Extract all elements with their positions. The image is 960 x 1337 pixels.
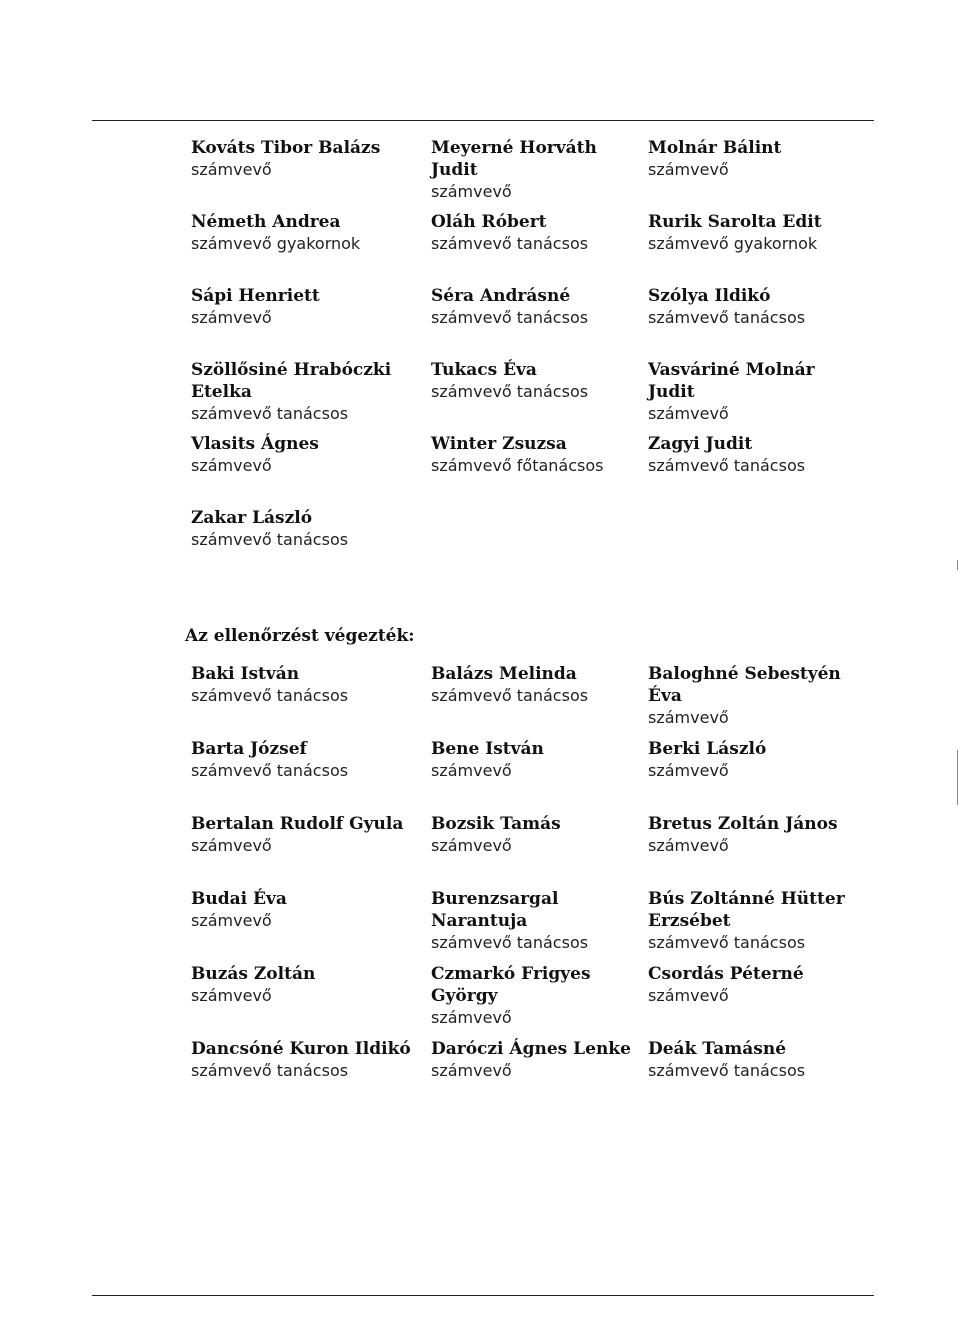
auditor-title: számvevő tanácsos: [431, 686, 589, 705]
auditor-row: [191, 888, 871, 968]
staff-title: számvevő főtanácsos: [431, 456, 604, 475]
auditor-title: számvevő: [648, 761, 729, 780]
staff-title: számvevő tanácsos: [431, 382, 589, 401]
auditor-entry: [431, 663, 661, 707]
staff-entry: [431, 433, 661, 477]
staff-name: Winter Zsuzsa: [431, 434, 567, 454]
staff-title: számvevő tanácsos: [191, 530, 349, 549]
auditor-title: számvevő: [191, 986, 272, 1005]
auditor-name: Dancsóné Kuron Ildikó: [191, 1039, 411, 1059]
staff-entry: [191, 137, 421, 181]
auditor-row: [191, 963, 871, 1043]
auditor-entry: [431, 1038, 661, 1082]
auditor-entry: [648, 663, 878, 729]
staff-row: [191, 137, 871, 217]
auditor-entry: [191, 963, 421, 1007]
auditor-title: számvevő: [431, 1008, 512, 1027]
staff-title: számvevő tanácsos: [648, 308, 806, 327]
auditor-title: számvevő: [431, 761, 512, 780]
auditor-row: [191, 738, 871, 818]
staff-name: Szöllősiné Hrabóczki Etelka: [191, 360, 392, 402]
auditor-entry: [431, 813, 661, 857]
staff-name: Vasváriné Molnár Judit: [648, 360, 815, 402]
staff-entry: [191, 211, 421, 255]
auditor-row: [191, 663, 871, 743]
staff-entry: [431, 285, 661, 329]
auditor-entry: [431, 738, 661, 782]
auditor-title: számvevő tanácsos: [191, 761, 349, 780]
auditor-entry: [191, 738, 421, 782]
auditor-title: számvevő tanácsos: [191, 1061, 349, 1080]
staff-name: Vlasits Ágnes: [191, 434, 319, 454]
staff-title: számvevő tanácsos: [431, 308, 589, 327]
auditor-name: Bene István: [431, 739, 544, 759]
auditor-title: számvevő: [648, 708, 729, 727]
staff-row: [191, 211, 871, 291]
auditor-name: Baki István: [191, 664, 300, 684]
staff-entry: [648, 137, 878, 181]
staff-title: számvevő: [191, 308, 272, 327]
staff-entry: [648, 359, 878, 425]
top-rule: [92, 120, 874, 121]
auditor-title: számvevő: [431, 836, 512, 855]
auditor-entry: [191, 888, 421, 932]
staff-title: számvevő tanácsos: [431, 234, 589, 253]
staff-name: Sápi Henriett: [191, 286, 320, 306]
staff-name: Tukacs Éva: [431, 360, 537, 380]
auditor-entry: [648, 738, 878, 782]
auditor-row: [191, 1038, 871, 1118]
auditor-title: számvevő tanácsos: [191, 686, 349, 705]
auditor-name: Bozsik Tamás: [431, 814, 561, 834]
auditor-entry: [431, 963, 661, 1029]
auditor-title: számvevő: [431, 1061, 512, 1080]
staff-entry: [191, 433, 421, 477]
auditor-name: Berki László: [648, 739, 767, 759]
staff-name: Molnár Bálint: [648, 138, 782, 158]
staff-row: [191, 433, 871, 513]
scan-mark: [957, 560, 958, 570]
staff-name: Rurik Sarolta Edit: [648, 212, 822, 232]
auditor-entry: [431, 888, 661, 954]
staff-entry: [648, 433, 878, 477]
staff-name: Zakar László: [191, 508, 313, 528]
auditor-name: Czmarkó Frigyes György: [431, 964, 591, 1006]
auditor-entry: [191, 663, 421, 707]
staff-name: Szólya Ildikó: [648, 286, 771, 306]
staff-title: számvevő: [648, 160, 729, 179]
auditor-name: Buzás Zoltán: [191, 964, 316, 984]
auditor-title: számvevő: [191, 911, 272, 930]
staff-row: [191, 359, 871, 439]
auditor-name: Balázs Melinda: [431, 664, 577, 684]
staff-entry: [191, 507, 421, 551]
auditor-title: számvevő tanácsos: [648, 1061, 806, 1080]
staff-row: [191, 507, 871, 587]
staff-name: Zagyi Judit: [648, 434, 753, 454]
auditor-title: számvevő: [191, 836, 272, 855]
staff-title: számvevő: [191, 456, 272, 475]
auditor-entry: [648, 963, 878, 1007]
staff-title: számvevő: [648, 404, 729, 423]
staff-entry: [648, 285, 878, 329]
auditor-entry: [191, 813, 421, 857]
auditor-entry: [191, 1038, 421, 1082]
staff-name: Németh Andrea: [191, 212, 341, 232]
auditor-name: Deák Tamásné: [648, 1039, 787, 1059]
section-heading: Az ellenőrzést végezték:: [185, 626, 415, 646]
staff-title: számvevő tanácsos: [648, 456, 806, 475]
staff-entry: [431, 211, 661, 255]
staff-title: számvevő: [191, 160, 272, 179]
auditor-title: számvevő: [648, 986, 729, 1005]
staff-entry: [191, 359, 421, 425]
staff-entry: [648, 211, 878, 255]
staff-name: Séra Andrásné: [431, 286, 571, 306]
auditor-title: számvevő tanácsos: [431, 933, 589, 952]
auditor-title: számvevő tanácsos: [648, 933, 806, 952]
staff-name: Oláh Róbert: [431, 212, 547, 232]
staff-title: számvevő tanácsos: [191, 404, 349, 423]
staff-entry: [191, 285, 421, 329]
auditor-entry: [648, 813, 878, 857]
auditor-name: Bús Zoltánné Hütter Erzsébet: [648, 889, 845, 931]
staff-entry: [431, 359, 661, 403]
auditor-name: Baloghné Sebestyén Éva: [648, 664, 841, 706]
auditor-name: Budai Éva: [191, 889, 287, 909]
auditor-row: [191, 813, 871, 893]
auditor-name: Barta József: [191, 739, 307, 759]
auditor-entry: [648, 888, 878, 954]
bottom-rule: [92, 1295, 874, 1296]
staff-entry: [431, 137, 661, 203]
staff-name: Meyerné Horváth Judit: [431, 138, 597, 180]
auditor-name: Bertalan Rudolf Gyula: [191, 814, 404, 834]
auditor-name: Bretus Zoltán János: [648, 814, 838, 834]
staff-title: számvevő gyakornok: [191, 234, 361, 253]
auditor-name: Daróczi Ágnes Lenke: [431, 1039, 631, 1059]
staff-name: Kováts Tibor Balázs: [191, 138, 381, 158]
auditor-entry: [648, 1038, 878, 1082]
staff-title: számvevő: [431, 182, 512, 201]
auditor-name: Burenzsargal Narantuja: [431, 889, 559, 931]
staff-title: számvevő gyakornok: [648, 234, 818, 253]
auditor-name: Csordás Péterné: [648, 964, 804, 984]
auditor-title: számvevő: [648, 836, 729, 855]
scan-mark: [957, 750, 958, 805]
staff-row: [191, 285, 871, 365]
